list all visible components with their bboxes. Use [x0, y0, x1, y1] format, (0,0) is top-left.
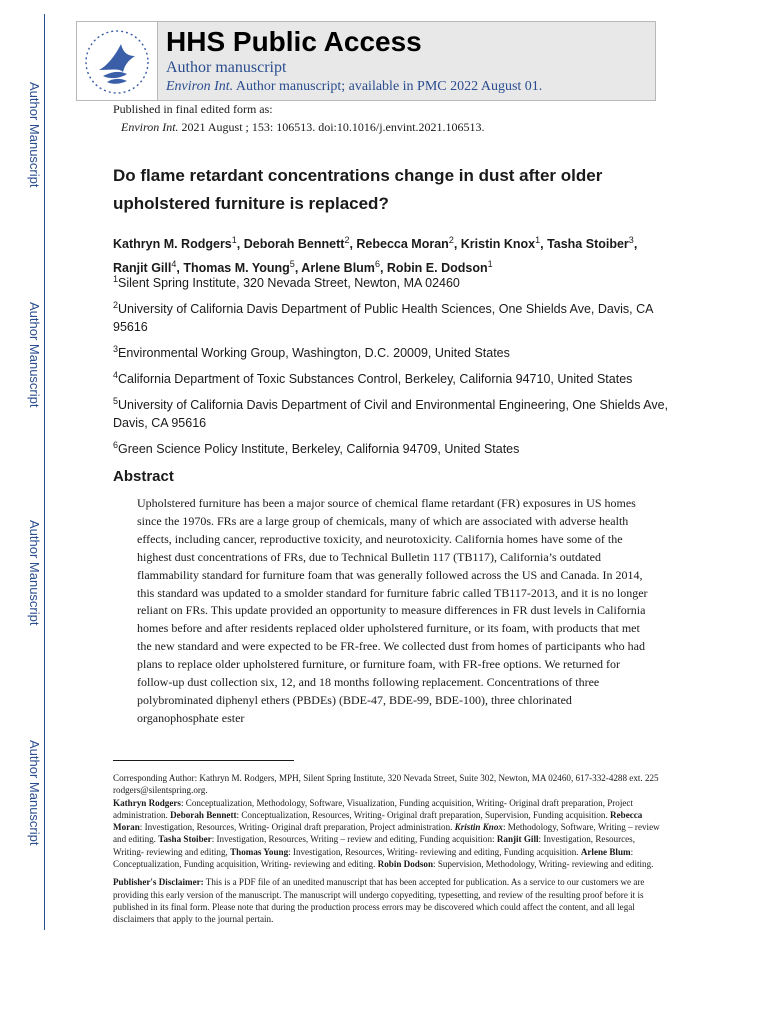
affiliation-marker: 2	[344, 235, 350, 245]
hhs-eagle-icon	[81, 26, 153, 96]
affiliation-2: $^2$University of California Davis Department of Public Health Sciences, One Shields Ave, Davis, CA 95616	[113, 300, 653, 335]
hhs-logo	[77, 22, 158, 100]
author-name: Kathryn M. Rodgers	[113, 237, 232, 252]
contributor-name: Kathryn Rodgers	[113, 797, 181, 808]
affiliation-4: $^4$California Department of Toxic Substances Control, Berkeley, California 94710, United States	[113, 370, 633, 387]
contributor-name: Robin Dodson	[377, 859, 434, 870]
author-name: Deborah Bennett	[243, 237, 345, 252]
hhs-header	[76, 21, 656, 101]
affiliation-marker: 2	[448, 235, 454, 245]
affiliation-marker: 1	[231, 235, 237, 245]
side-label-author-manuscript: Author Manuscript	[27, 302, 42, 408]
author-manuscript-label: Author manuscript	[166, 59, 287, 76]
contributor-name: Deborah Bennett	[170, 809, 237, 820]
footnote-divider	[113, 760, 294, 761]
abstract-text: Upholstered furniture has been a major source of chemical flame retardant (FR) exposures in US homes since the 1970s. FRs are a large group of chemicals, many of which are associated with adverse health effects, including cancer, reproductive toxicity, and neurotoxicity. California homes have some of the highest dust concentrations of FRs, due to Technical Bulletin 117 (TB117), California’s outdated flammability standard for furniture foam that was generally followed across the US and Canada. In 2014, this standard was updated to a smolder standard for furniture fabric called TB117-2013, and it is no longer reliant on FRs. This update provided an opportunity to measure differences in FR dust levels in California homes before and after residents replaced older upholstered furniture, or its foam, with products that met the new standard and were expected to be FR-free. We collected dust from homes of participants who had plans to replace older upholstered furniture, or furniture foam, with FR-free options. We returned for follow-up dust collection six, 12, and 18 months following replacement. Concentrations of three polybrominated diphenyl ethers (PBDEs) (BDE-47, BDE-99, BDE-100), three chlorinated organophosphate ester	[137, 496, 648, 725]
author-name: Rebecca Moran	[356, 237, 449, 252]
contributor-name: Thomas Young	[230, 846, 289, 857]
affiliation-marker: 1	[535, 235, 541, 245]
journal-availability: Environ Int. Author manuscript; available in PMC 2022 August 01.	[166, 79, 543, 94]
affiliation-5: $^5$University of California Davis Department of Civil and Environmental Engineering, One Shields Ave, Davis, CA 95616	[113, 396, 669, 431]
side-label-author-manuscript: Author Manuscript	[27, 520, 42, 626]
author-name: Robin E. Dodson	[386, 261, 488, 276]
affiliation-3: $^3$Environmental Working Group, Washington, D.C. 20009, United States	[113, 344, 510, 361]
contributor-name: Arlene Blum	[580, 846, 631, 857]
publisher-disclaimer: Publisher's Disclaimer: This is a PDF file of an unedited manuscript that has been accepted for publication. As a service to our customers we are providing this early version of the manuscript. The manuscript will undergo copyediting, typesetting, and review of the resulting proof before it is published in its final form. Please note that during the production process errors may be discovered which could affect the content, and all legal disclaimers that apply to the journal pertain.	[113, 877, 645, 925]
affiliation-marker: 5	[289, 259, 295, 270]
hhs-public-access-title: HHS Public Access	[166, 26, 422, 57]
author-name: Ranjit Gill	[113, 261, 172, 276]
contributor-name: Kristin Knox	[454, 822, 503, 833]
author-name: Kristin Knox	[460, 237, 536, 252]
affiliation-marker: 3	[628, 235, 634, 245]
author-list: Kathryn M. Rodgers$^1$, Deborah Bennett$^2$, Rebecca Moran$^2$, Kristin Knox$^1$, Tasha Stoiber$^3$, Ranjit Gill$^4$, Thomas M. Young$^5$, Arlene Blum$^6$, Robin E. Dodson$^1$	[113, 235, 638, 276]
affiliation-1: $^1$Silent Spring Institute, 320 Nevada Street, Newton, MA 02460	[113, 274, 460, 291]
author-name: Arlene Blum	[301, 261, 375, 276]
contributor-name: Rebecca Moran	[113, 809, 643, 833]
affiliation-marker: 6	[374, 259, 380, 270]
corresponding-author: Corresponding Author: Kathryn M. Rodgers, MPH, Silent Spring Institute, 320 Nevada Street, Suite 302, Newton, MA 02460, 617-332-4288 ext. 225 rodgers@silentspring.org.	[113, 773, 659, 796]
published-citation: Published in final edited form as: Environ Int. 2021 August ; 153: 106513. doi:10.1016/j.envint.2021.106513.	[113, 102, 485, 134]
affiliation-marker: 1	[487, 259, 493, 270]
affiliation-6: $^6$Green Science Policy Institute, Berkeley, California 94709, United States	[113, 440, 520, 457]
author-name: Tasha Stoiber	[547, 237, 629, 252]
affiliation-marker: 4	[171, 259, 177, 270]
author-contributions: Kathryn Rodgers: Conceptualization, Methodology, Software, Visualization, Funding acquisition, Writing- Original draft preparation, Project administration. Deborah Bennett: Conceptualization, Resources, Writing- Original draft preparation, Supervision, Funding acquisition. Rebecca Moran: Investigation, Resources, Writing- Original draft preparation, Project administration. Kristin Knox: Methodology, Software, Writing – review and editing. Tasha Stoiber: Investigation, Resources, Writing – review and editing, Funding acquisition: Ranjit Gill: Investigation, Resources, Writing- reviewing and editing, Thomas Young: Investigation, Resources, Writing- reviewing and editing, Funding acquisition. Arlene Blum: Conceptualization, Funding acquisition, Writing- reviewing and editing. Robin Dodson: Supervision, Methodology, Writing- reviewing and editing.	[113, 797, 660, 870]
contributor-name: Tasha Stoiber	[158, 834, 212, 845]
side-label-author-manuscript: Author Manuscript	[27, 740, 42, 846]
author-name: Thomas M. Young	[183, 261, 290, 276]
paper-title: Do flame retardant concentrations change in dust after older upholstered furniture is replaced?	[113, 166, 603, 213]
contributor-name: Ranjit Gill	[496, 834, 539, 845]
abstract-heading: Abstract	[113, 468, 174, 485]
side-margin-rule	[44, 14, 45, 930]
footnotes	[113, 772, 661, 926]
side-label-author-manuscript: Author Manuscript	[27, 82, 42, 188]
